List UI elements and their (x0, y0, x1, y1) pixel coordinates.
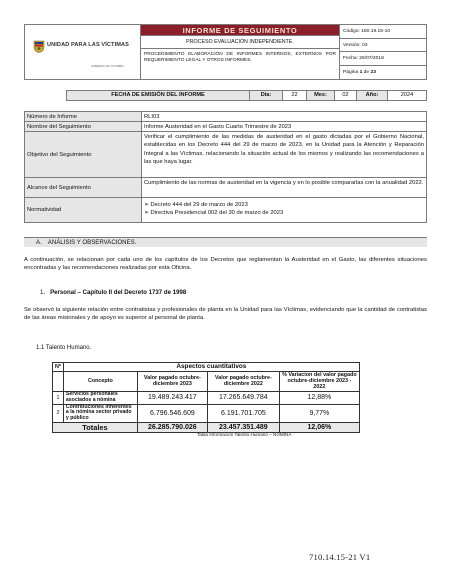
doc-version: Versión: 03 (340, 39, 426, 53)
year-value: 2024 (388, 91, 426, 100)
row-concept: Servicios personales asociados a nómina (63, 391, 137, 404)
info-key: Alcance del Seguimiento (25, 178, 142, 197)
info-row-scope (25, 178, 426, 198)
section-1-text: Se observó la siguiente relación entre contratistas y profesionales de planta en la Unidad para las Víctimas, evidenciando que la cantidad de contratistas de las áreas misionales y de apoyo es superior al personal de planta. (24, 307, 427, 322)
table-row (53, 404, 360, 422)
header-meta (340, 25, 426, 79)
subsection-heading: 1.1 Talento Humano. (36, 345, 92, 351)
header-center (141, 25, 340, 79)
total-variation: 12,06% (279, 422, 359, 432)
talent-table (52, 362, 360, 433)
footer-code: 710.14.15-21 V1 (309, 552, 371, 562)
norms-list (142, 198, 426, 222)
row-index: 1 (53, 391, 64, 404)
emission-label: FECHA DE EMISIÓN DEL INFORME (67, 91, 250, 100)
total-label: Totales (53, 422, 138, 432)
report-info-table (24, 111, 427, 223)
total-2023: 26.285.790.026 (137, 422, 207, 432)
info-key: Normatividad (25, 198, 142, 222)
colombia-seal-icon (33, 40, 45, 53)
brand-tagline: GOBIERNO DE COLOMBIA (91, 65, 124, 68)
info-row-name (25, 122, 426, 132)
col-2022: Valor pagado octubre-diciembre 2022 (207, 372, 279, 392)
report-objective: Verificar el cumplimiento de las medidas de austeridad en el gasto dictadas por el Gobierno Nacional, establecidas en los Decreto 444 del 29 de marzo de 2023, en la Unidad para la Atención y Reparación Integral a las Víctimas, relacionando la situación actual de los mismos y realizando las recomendaciones a las que haya lugar. (144, 134, 424, 166)
report-number: RLI03 (144, 114, 160, 120)
process-name: PROCESO EVALUACIÓN INDEPENDIENTE. (141, 36, 339, 49)
section-letter: A. (36, 239, 42, 246)
section-1-title: Personal – Capítulo II del Decreto 1737 de 1998 (50, 289, 187, 296)
col-no: Nº (53, 363, 64, 372)
col-concept: Concepto (63, 372, 137, 392)
info-row-norms (25, 198, 426, 222)
table-caption: Tabla Información Talento Humano – NÓMINA (197, 432, 292, 437)
row-2023: 6.796.546.609 (137, 404, 207, 422)
section-title: ANÁLISIS Y OBSERVACIONES. (47, 239, 137, 246)
info-key: Nombre del Seguimiento (25, 122, 142, 131)
section-a-heading (24, 237, 427, 247)
page-number: Página 1 de 23 (343, 69, 376, 75)
procedure-name: PROCEDIMIENTO ELABORACIÓN DE INFORMES INTERNOS, EXTERNOS POR REQUERIMIENTO LEGAL Y OTROS INFORMES. (144, 52, 336, 64)
norm-item: ➢ Decreto 444 del 29 de marzo de 2023 (144, 202, 248, 208)
row-2023: 19.489.243.417 (137, 391, 207, 404)
document-header (24, 24, 427, 80)
day-value: 22 (283, 91, 307, 100)
total-2022: 23.457.351.489 (207, 422, 279, 432)
info-row-number (25, 112, 426, 122)
month-value: 02 (335, 91, 357, 100)
section-1-heading (40, 289, 186, 296)
info-row-objective (25, 132, 426, 178)
doc-date: Fecha: 26/07/2018 (340, 52, 426, 66)
report-title: INFORME DE SEGUIMIENTO (141, 25, 339, 36)
doc-code: Código: 150.19.15-10 (340, 25, 426, 39)
col-variation: % Variacion del valor pagado octubre-diciembre 2023 - 2022 (279, 372, 359, 392)
table-row (53, 391, 360, 404)
report-name: Informe Austeridad en el Gasto Cuarto Trimestre de 2023 (144, 124, 292, 130)
row-2022: 6.191.701.705 (207, 404, 279, 422)
month-label: Mes: (307, 91, 335, 100)
emission-date-row (66, 90, 427, 101)
logo-cell (25, 25, 141, 79)
group-header: Aspectos cuantitativos (63, 363, 359, 372)
row-concept: Contribuciones inherentes a la nómina sector privado y público (63, 404, 137, 422)
brand-name: UNIDAD PARA LAS VÍCTIMAS (47, 42, 129, 48)
info-key: Objetivo del Seguimiento (25, 132, 142, 177)
info-key: Número de Informe (25, 112, 142, 121)
day-label: Día: (250, 91, 283, 100)
row-index: 2 (53, 404, 64, 422)
year-label: Año: (357, 91, 388, 100)
row-variation: 12,88% (279, 391, 359, 404)
section-a-intro: A continuación, se relacionan por cada uno de los capítulos de los Decretos que reglamentan la Austeridad en el Gasto, las diferentes situaciones encontradas y las recomendaciones realizadas por esta Oficina. (24, 257, 427, 272)
norm-item: ➢ Directiva Presidencial 002 del 30 de marzo de 2023 (144, 210, 284, 217)
row-2022: 17.265.649.784 (207, 391, 279, 404)
col-2023: Valor pagado octubre-diciembre 2023 (137, 372, 207, 392)
table-total-row (53, 422, 360, 432)
report-scope: Cumplimiento de las normas de austeridad en la vigencia y en lo posible compararlas con la anualidad 2022. (144, 180, 424, 186)
row-variation: 9,77% (279, 404, 359, 422)
section-1-number: 1. (40, 289, 46, 296)
